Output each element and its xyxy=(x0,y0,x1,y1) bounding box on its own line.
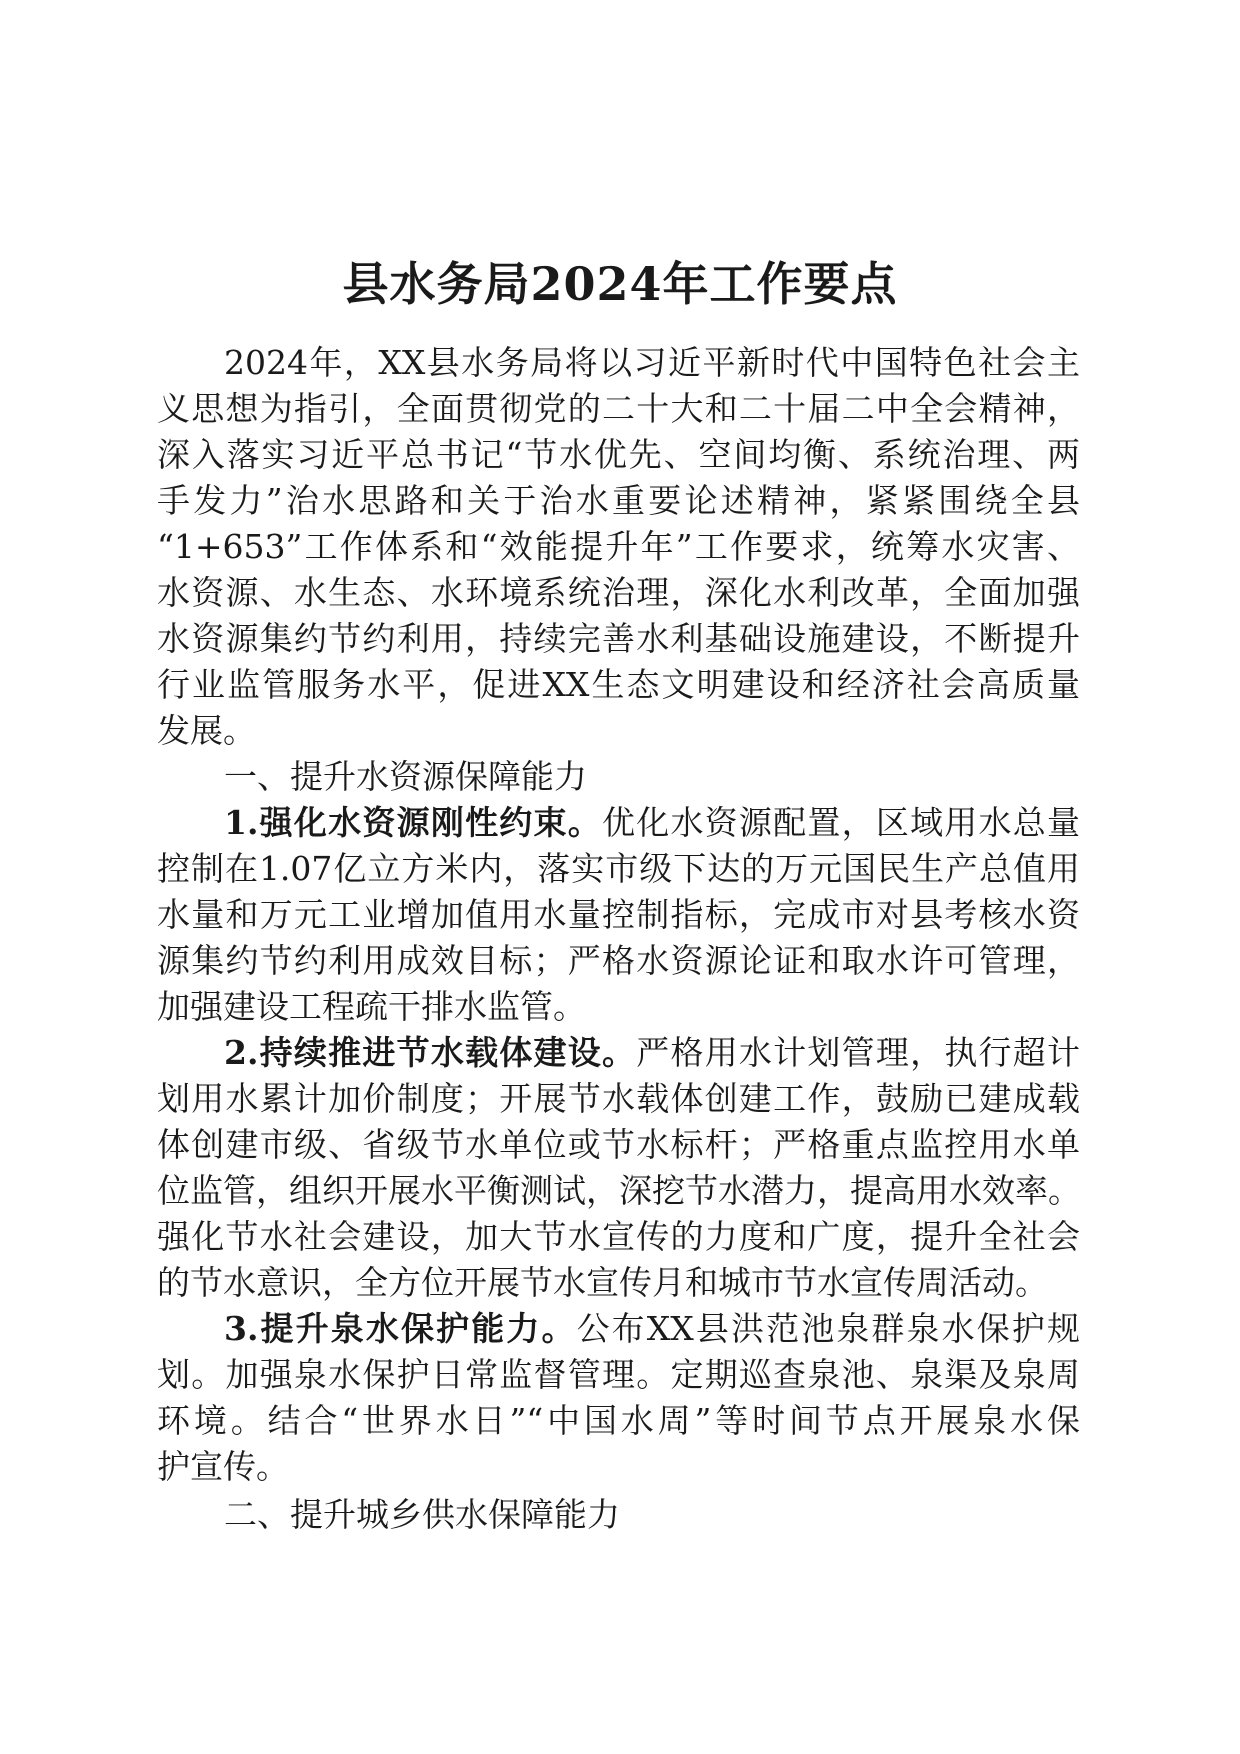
item-lead: 2.持续推进节水载体建设。 xyxy=(224,1033,637,1072)
section-heading: 二、提升城乡供水保障能力 xyxy=(224,1495,620,1534)
item-line: 护宣传。 xyxy=(157,1447,289,1486)
intro-line: 发展。 xyxy=(157,711,256,750)
item-line: 划。加强泉水保护日常监督管理。定期巡查泉池、泉渠及泉周 xyxy=(157,1355,1080,1394)
item-line: 水量和万元工业增加值用水量控制指标，完成市对县考核水资 xyxy=(157,895,1080,934)
section-heading: 一、提升水资源保障能力 xyxy=(224,757,587,796)
intro-line: 2024年，XX县水务局将以习近平新时代中国特色社会主 xyxy=(224,343,1080,382)
intro-line: 义思想为指引，全面贯彻党的二十大和二十届二中全会精神， xyxy=(157,389,1080,428)
intro-line: 水资源集约节约利用，持续完善水利基础设施建设，不断提升 xyxy=(157,619,1080,658)
item-line: 的节水意识，全方位开展节水宣传月和城市节水宣传周活动。 xyxy=(157,1263,1048,1302)
item-text: 公布XX县洪范池泉群泉水保护规 xyxy=(576,1309,1080,1348)
item-line: 体创建市级、省级节水单位或节水标杆；严格重点监控用水单 xyxy=(157,1125,1080,1164)
item-first-line xyxy=(224,803,1080,843)
item-first-line xyxy=(224,1309,1080,1349)
item-text: 严格用水计划管理，执行超计 xyxy=(636,1033,1081,1072)
intro-line: 手发力”治水思路和关于治水重要论述精神，紧紧围绕全县 xyxy=(157,481,1080,520)
intro-line: 行业监管服务水平，促进XX生态文明建设和经济社会高质量 xyxy=(157,665,1080,704)
item-line: 环境。结合“世界水日”“中国水周”等时间节点开展泉水保 xyxy=(157,1401,1080,1440)
item-line: 加强建设工程疏干排水监管。 xyxy=(157,987,586,1026)
item-line: 位监管，组织开展水平衡测试，深挖节水潜力，提高用水效率。 xyxy=(157,1171,1081,1210)
item-text: 优化水资源配置，区域用水总量 xyxy=(602,803,1081,842)
item-lead: 3.提升泉水保护能力。 xyxy=(224,1309,577,1348)
item-line: 划用水累计加价制度；开展节水载体创建工作，鼓励已建成载 xyxy=(157,1079,1080,1118)
item-first-line xyxy=(224,1033,1080,1073)
intro-line: “1+653”工作体系和“效能提升年”工作要求，统筹水灾害、 xyxy=(157,527,1080,566)
item-line: 强化节水社会建设，加大节水宣传的力度和广度，提升全社会 xyxy=(157,1217,1080,1256)
intro-line: 深入落实习近平总书记“节水优先、空间均衡、系统治理、两 xyxy=(157,435,1080,474)
item-line: 源集约节约利用成效目标；严格水资源论证和取水许可管理， xyxy=(157,941,1080,980)
intro-line: 水资源、水生态、水环境系统治理，深化水利改革，全面加强 xyxy=(157,573,1080,612)
item-lead: 1.强化水资源刚性约束。 xyxy=(224,803,602,842)
document-title: 县水务局2024年工作要点 xyxy=(342,257,898,311)
item-line: 控制在1.07亿立方米内，落实市级下达的万元国民生产总值用 xyxy=(157,849,1080,888)
